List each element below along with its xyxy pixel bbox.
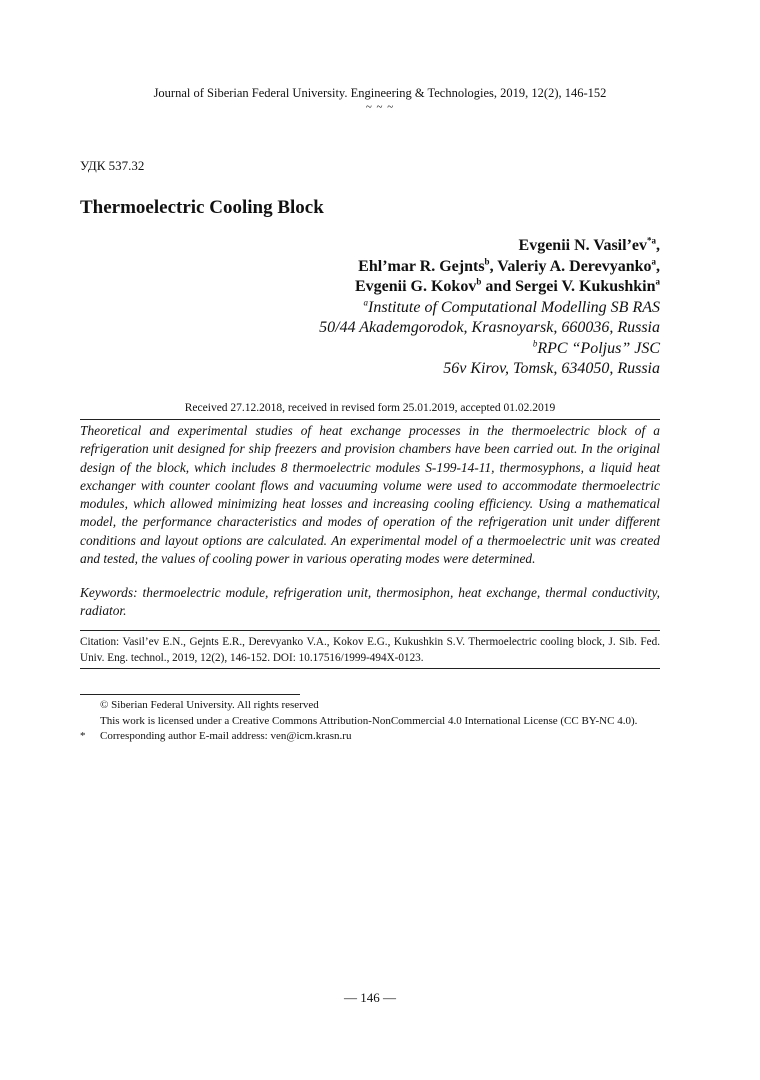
affiliation-mark: a [363, 297, 369, 308]
keywords: Keywords: thermoelectric module, refrigeration unit, thermosiphon, heat exchange, thermal conductivity, radiator. [80, 585, 660, 619]
corresponding-author-email: Corresponding author E-mail address: ven@icm.krasn.ru [100, 730, 352, 742]
footnote-asterisk: * [80, 730, 86, 742]
author-affiliation-mark: b [476, 276, 482, 287]
affiliation-b-name [100, 339, 660, 360]
author-separator: and [481, 278, 516, 295]
author-affiliation-mark: a [651, 256, 656, 267]
author-line-3 [100, 277, 660, 298]
header-ornament: ~ ~ ~ [365, 101, 395, 113]
footnote-copyright: © Siberian Federal University. All rights reserved [100, 699, 319, 711]
page-number: — 146 — [344, 990, 396, 1005]
author-block [100, 236, 660, 380]
citation-top-rule [80, 630, 660, 631]
author-name: Sergei V. Kukushkin [515, 278, 656, 295]
author-affiliation-mark: *a [647, 235, 656, 246]
author-affiliation-mark: b [484, 256, 490, 267]
affiliation-mark: b [532, 338, 538, 349]
footnote-license: This work is licensed under a Creative Commons Attribution-NonCommercial 4.0 International License (CC BY-NC 4.0). [100, 714, 638, 727]
received-dates: Received 27.12.2018, received in revised form 25.01.2019, accepted 01.02.2019 [184, 402, 556, 414]
affiliation-text: RPC “Poljus” JSC [537, 339, 660, 357]
udc-code: УДК 537.32 [80, 158, 145, 173]
footnote-rule [80, 694, 300, 695]
journal-header: Journal of Siberian Federal University. Engineering & Technologies, 2019, 12(2), 146-152 [153, 86, 607, 100]
author-separator: , [656, 237, 660, 254]
author-name: Evgenii N. Vasil’ev [518, 237, 647, 254]
author-line-2 [100, 257, 660, 278]
footnotes [80, 698, 680, 745]
author-name: Valeriy A. Derevyanko [497, 257, 652, 275]
abstract: Theoretical and experimental studies of heat exchange processes in the thermoelectric block of a refrigeration unit designed for ship freezers and provision chambers have been carried out. In the original design of the block, which includes 8 thermoelectric modules S-199-14-11, thermosyphons, a liquid heat exchanger with counter coolant flows and vacuuming volume were used to accommodate thermoelectric modules, which allowed minimizing heat losses and increasing cooling efficiency. Using a mathematical model, the performance characteristics and modes of operation of the refrigeration unit under different conditions and layout options are calculated. An experimental model of a thermoelectric unit was created and tested, the values of cooling power in various operating modes were determined. [80, 423, 660, 567]
abstract-top-rule [80, 419, 660, 420]
affiliation-b-address: 56v Kirov, Tomsk, 634050, Russia [443, 360, 660, 377]
author-name: Ehl’mar R. Gejnts [358, 257, 485, 275]
author-separator: , [489, 257, 498, 275]
paper-title: Thermoelectric Cooling Block [80, 197, 324, 218]
footnote-corresponding [80, 729, 680, 745]
author-name: Evgenii G. Kokov [354, 278, 477, 295]
affiliation-text: Institute of Computational Modelling SB RAS [368, 298, 660, 316]
affiliation-a-name [100, 298, 660, 319]
author-affiliation-mark: a [655, 276, 660, 287]
citation: Citation: Vasil’ev E.N., Gejnts E.R., Derevyanko V.A., Kokov E.G., Kukushkin S.V. Thermoelectric cooling block, J. Sib. Fed. Univ. Eng. technol., 2019, 12(2), 146-152. DOI: 10.17516/1999-494X-0123. [80, 636, 660, 664]
author-separator: , [656, 257, 660, 275]
citation-bottom-rule [80, 668, 660, 669]
affiliation-a-address: 50/44 Akademgorodok, Krasnoyarsk, 660036, Russia [319, 319, 660, 336]
author-line-1 [100, 236, 660, 257]
